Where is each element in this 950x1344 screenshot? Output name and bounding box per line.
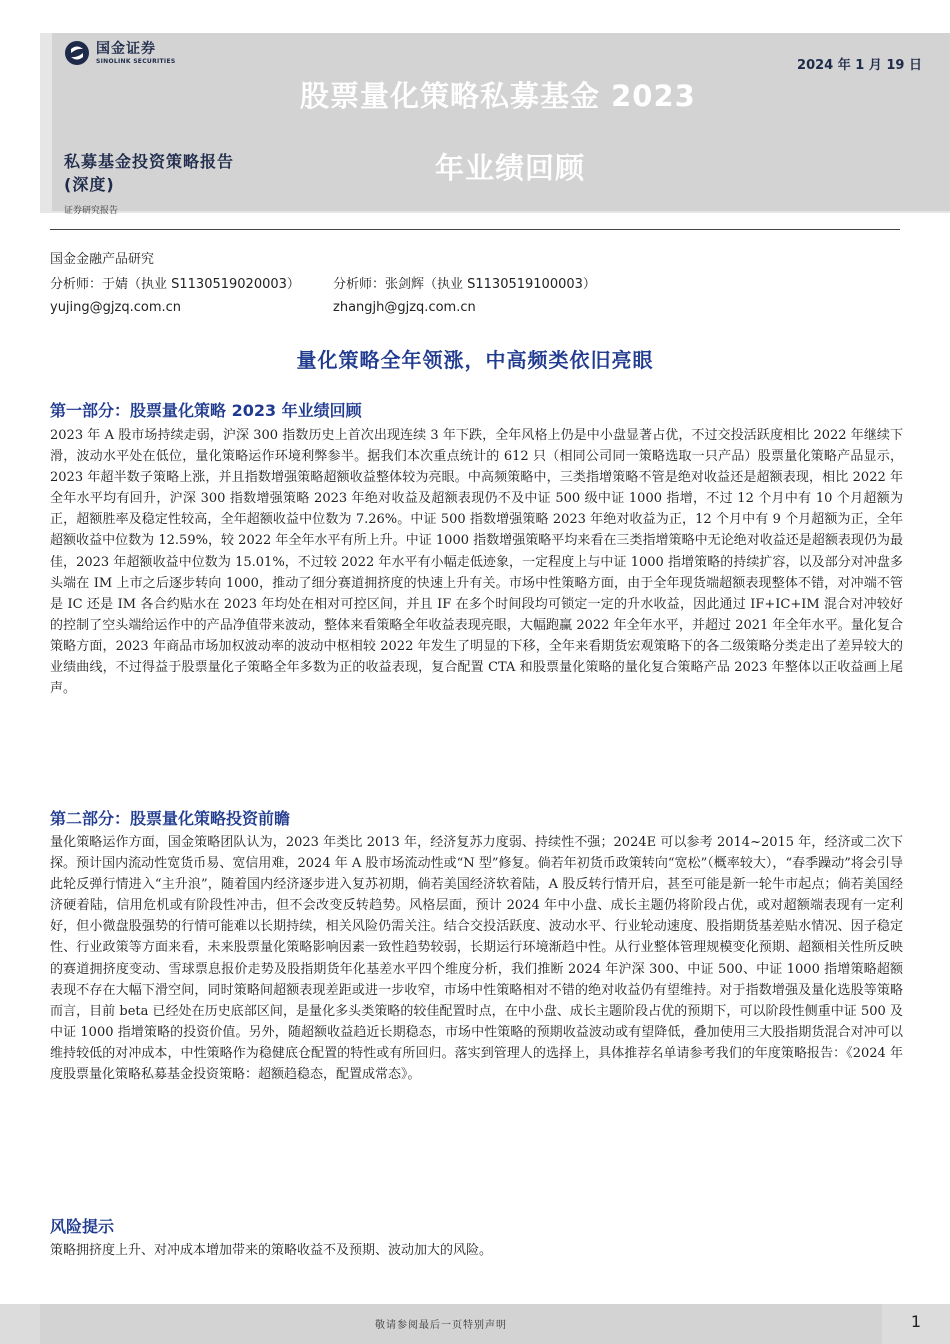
report-title-line2: 年业绩回顾 [435, 151, 586, 185]
sinolink-logo [64, 40, 175, 66]
page-number: 1 [910, 1312, 922, 1331]
section2-body: 量化策略运作方面，国金策略团队认为，2023 年类比 2013 年，经济复苏力度弱、持续性不强；2024E 可以参考 2014~2015 年，经济或二次下探。预计国内流动性宽货币易、宽信用难，2024 年 A 股市场流动性或“N 型”修复。倘若年初货币政策转向“宽松”（概率较大），“春季躁动”将会引导此轮反弹行情进入“主升浪”，随着国内经济逐步进入复苏初期，倘若美国经济软着陆，A 股反转行情开启，甚至可能是新一轮牛市起点；倘若美国经济硬着陆，信用危机或有阶段性冲击，但不会改变反转趋势。风格层面，预计 2024 年中小盘、成长主题仍将阶段占优，或对超额端表现有一定利好，但小微盘股强势的行情可能难以长期持续，相关风险仍需关注。结合交投活跃度、波动水平、行业轮动速度、股指期货基差贴水情况、因子稳定性、行业政策等方面来看，未来股票量化策略影响因素一致性趋势较弱，长期运行环境渐趋中性。从行业整体管理规模变化预期、超额相关性所反映的赛道拥挤度变动、雪球票息报价走势及股指期货年化基差水平四个维度分析，我们推断 2024 年沪深 300、中证 500、中证 1000 指增策略超额表现不存在大幅下滑空间，同时策略间超额表现差距或进一步收窄，市场中性策略相对不错的绝对收益仍有望维持。对于指数增强及量化选股等策略而言，目前 beta 已经处在历史底部区间，是量化多头类策略的较佳配置时点，在中小盘、成长主题阶段占优的预期下，可以阶段性侧重中证 500 及中证 1000 指增策略的投资价值。另外，随超额收益趋近长期稳态，市场中性策略的预期收益波动或有望降低，叠加使用三大股指期货混合对冲可以维持较低的对冲成本，中性策略作为稳健底仓配置的特性或有所回归。落实到管理人的选择上，具体推荐名单请参考我们的年度策略报告：《2024 年度股票量化策略私募基金投资策略：超额趋稳态，配置成常态》。 [50, 835, 903, 1083]
analyst-2-email[interactable]: zhangjh@gjzq.com.cn [333, 300, 476, 315]
research-dept: 国金金融产品研究 [50, 252, 155, 267]
analyst-2: 分析师：张剑辉（执业 S1130519100003） [333, 277, 596, 292]
section2-heading: 第二部分：股票量化策略投资前瞻 [50, 809, 291, 828]
risk-body: 策略拥挤度上升、对冲成本增加带来的策略收益不及预期、波动加大的风险。 [50, 1243, 493, 1258]
report-category-line2: (深度) [64, 175, 115, 194]
header-divider [50, 229, 900, 230]
risk-heading: 风险提示 [50, 1217, 115, 1236]
report-title-line1: 股票量化策略私募基金 2023 [300, 79, 696, 113]
footer-disclaimer[interactable]: 敬请参阅最后一页特别声明 [375, 1320, 507, 1331]
section1-heading: 第一部分：股票量化策略 2023 年业绩回顾 [50, 401, 362, 420]
analyst-1-email[interactable]: yujing@gjzq.com.cn [50, 300, 182, 315]
report-category [64, 150, 234, 196]
main-headline: 量化策略全年领涨，中高频类依旧亮眼 [296, 348, 654, 372]
report-category-line1: 私募基金投资策略报告 [64, 152, 235, 171]
logo-name-en: SINOLINK SECURITIES [96, 57, 176, 65]
logo-name-cn: 国金证券 [96, 40, 156, 57]
sinolink-logo-icon [64, 40, 90, 66]
report-date: 2024 年 1 月 19 日 [797, 58, 922, 73]
analyst-1: 分析师：于婧（执业 S1130519020003） [50, 277, 300, 292]
section1-body: 2023 年 A 股市场持续走弱，沪深 300 指数历史上首次出现连续 3 年下跌，全年风格上仍是中小盘显著占优，不过交投活跃度相比 2022 年继续下滑，波动水平处在低位，量化策略运作环境利弊参半。据我们本次重点统计的 612 只（相同公司同一策略选取一只产品）股票量化策略产品显示，2023 年超半数子策略上涨，并且指数增强策略超额收益整体较为亮眼。中高频策略中，三类指增策略不管是绝对收益还是超额表现，相比 2022 年全年水平均有回升，沪深 300 指数增强策略 2023 年绝对收益及超额表现仍不及中证 500 级中证 1000 指增，不过 12 个月中有 10 个月超额为正，超额胜率及稳定性较高，全年超额收益中位数为 7.26%。中证 500 指数增强策略 2023 年绝对收益为正，12 个月中有 9 个月超额为正，全年超额收益中位数为 12.59%，较 2022 年全年水平有所上升。中证 1000 指数增强策略平均来看在三类指增策略中无论绝对收益还是超额表现仍为最佳，2023 年超额收益中位数为 15.01%，不过较 2022 年水平有小幅走低迹象，一定程度上与中证 1000 指增策略的持续扩容，以及部分对冲盘多头端在 IM 上市之后逐步转向 1000，推动了细分赛道拥挤度的快速上升有关。市场中性策略方面，由于全年现货端超额表现整体不错，对冲端不管是 IC 还是 IM 各合约贴水在 2023 年均处在相对可控区间，并且 IF 在多个时间段均可锁定一定的升水收益，因此通过 IF+IC+IM 混合对冲较好的控制了空头端给运作中的产品净值带来波动，整体来看策略全年收益表现亮眼，大幅跑赢 2022 年全年水平，并超过 2021 年全年水平。量化复合策略方面，2023 年商品市场加权波动率的波动中枢相较 2022 年发生了明显的下移，全年来看期货宏观策略下的各二级策略分类走出了差异较大的业绩曲线，不过得益于股票量化子策略全年多数为正的收益表现，复合配置 CTA 和股票量化策略的量化复合策略产品 2023 年整体以正收益画上尾声。 [50, 428, 903, 697]
report-type: 证券研究报告 [64, 206, 119, 216]
